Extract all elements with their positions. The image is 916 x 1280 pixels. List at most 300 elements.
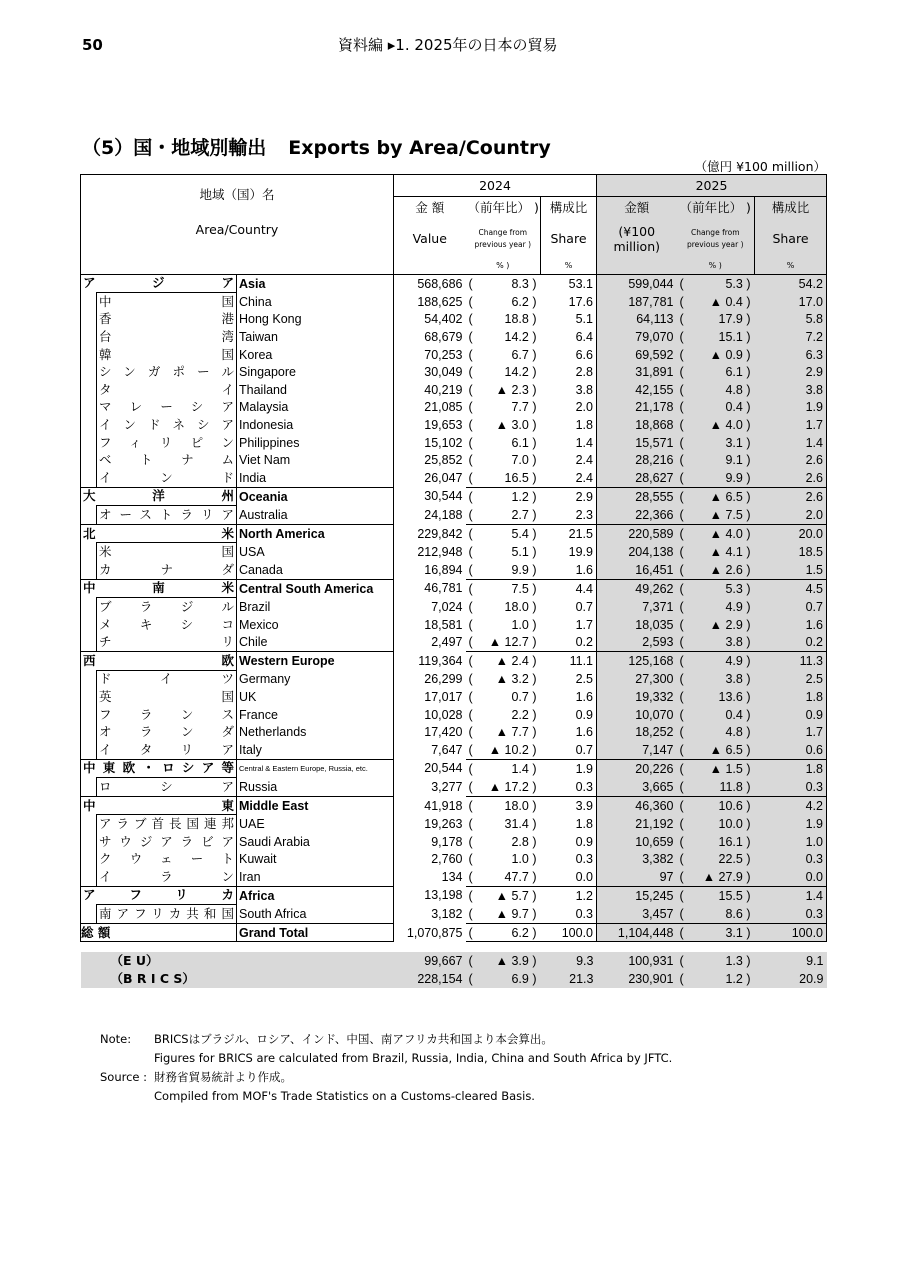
share-2025: 0.7	[755, 598, 827, 616]
paren-open-2024: (	[466, 759, 481, 778]
share-2025: 17.0	[755, 293, 827, 311]
share-2025: 0.2	[755, 633, 827, 651]
country-name-jp: サウジアラビア	[97, 833, 237, 851]
change-2025: 9.1 )	[691, 451, 755, 469]
country-name-en: Taiwan	[237, 328, 394, 346]
grand-total-row	[81, 923, 827, 942]
change-2025: ▲ 0.4 )	[691, 293, 755, 311]
change-2025: ▲ 27.9 )	[691, 868, 755, 886]
country-name-jp: ベトナム	[97, 451, 237, 469]
change-2024: ▲ 12.7 )	[488, 635, 537, 650]
table-row	[81, 651, 827, 670]
table-row	[81, 905, 827, 924]
change-2024: 1.2 )	[481, 487, 541, 506]
value-2024: 2,760	[431, 852, 463, 867]
change-2025: 15.5 )	[691, 886, 755, 905]
change-2024: ▲ 7.7 )	[495, 725, 537, 740]
change-2024: ▲ 17.2 )	[488, 779, 537, 794]
aggregate-row	[81, 952, 827, 970]
value-2024: 1,070,875	[406, 925, 463, 940]
share-2025: 0.3	[755, 778, 827, 797]
paren-open-2024: (	[468, 869, 473, 884]
change-2024: 7.0 )	[511, 453, 537, 468]
paren-open-2025: (	[677, 451, 691, 469]
country-name-jp: 南アフリカ共和国	[97, 905, 237, 924]
value-2025: 21,178	[597, 399, 677, 417]
table-row	[81, 506, 827, 525]
indent-spacer	[81, 434, 97, 452]
indent-spacer	[81, 328, 97, 346]
paren-open-2024: (	[468, 617, 473, 632]
share-2024: 0.9	[541, 833, 597, 851]
value-2025: 230,901	[597, 970, 677, 988]
change-2025: 1.3 )	[691, 952, 755, 970]
indent-spacer	[81, 905, 97, 924]
source-jp: 財務省貿易統計より作成。	[154, 1070, 292, 1084]
region-name-jp: アジア	[81, 274, 237, 293]
region-name-jp: 中東欧・ロシア等	[81, 759, 237, 778]
note-label: Note:	[100, 1032, 132, 1046]
change-2024: 1.0 )	[511, 617, 537, 632]
region-name-en: Western Europe	[237, 651, 394, 670]
page-title	[82, 133, 551, 160]
paren-open-2025: (	[677, 633, 691, 651]
share-2024: 11.1	[541, 651, 597, 670]
paren-open-2024: (	[468, 418, 473, 433]
value-2025: 187,781	[597, 293, 677, 311]
table-row	[81, 723, 827, 741]
indent-spacer	[81, 815, 97, 833]
indent-spacer	[81, 598, 97, 616]
share-2024: 2.0	[541, 399, 597, 417]
table-row	[81, 451, 827, 469]
paren-open-2024: (	[468, 470, 473, 485]
paren-open-2024: (	[468, 562, 473, 577]
change-2025: 1.2 )	[691, 970, 755, 988]
share-2025: 1.6	[755, 616, 827, 634]
share-2025: 1.7	[755, 416, 827, 434]
value-2024: 70,253	[424, 347, 463, 362]
year-2024-header: 2024	[394, 175, 597, 197]
change-2025: 4.8 )	[691, 381, 755, 399]
table-row	[81, 741, 827, 759]
country-name-en: USA	[237, 543, 394, 561]
change-2024: 2.7 )	[511, 507, 537, 522]
share-2024: 3.8	[541, 381, 597, 399]
change-2024: 2.2 )	[511, 707, 537, 722]
table-row	[81, 886, 827, 905]
country-name-en: Iran	[237, 868, 394, 886]
table-row	[81, 796, 827, 815]
paren-open-2025: (	[677, 469, 691, 487]
value-2025: 7,147	[597, 741, 677, 759]
change-2024: 47.7 )	[504, 869, 537, 884]
value-2025: 18,035	[597, 616, 677, 634]
value-2025: 46,360	[597, 796, 677, 815]
value-2025: 18,868	[597, 416, 677, 434]
change-header-jp-2024: （前年比） )	[466, 197, 541, 220]
table-row	[81, 328, 827, 346]
area-header-jp: 地域（国）名	[81, 175, 394, 220]
paren-open-2024: (	[466, 274, 481, 293]
table-row	[81, 670, 827, 688]
paren-open-2024: (	[468, 347, 473, 362]
indent-spacer	[81, 741, 97, 759]
share-2024: 0.3	[541, 905, 597, 924]
share-2024: 100.0	[541, 923, 597, 942]
change-2024: 6.7 )	[511, 347, 537, 362]
value-2025: 125,168	[597, 651, 677, 670]
region-name-en: Central South America	[237, 579, 394, 598]
value-2024: 54,402	[424, 312, 463, 327]
value-2024: 46,781	[424, 581, 463, 596]
share-2024: 0.0	[541, 868, 597, 886]
paren-open-2025: (	[677, 952, 691, 970]
table-row	[81, 815, 827, 833]
share-2024: 0.3	[541, 778, 597, 797]
change-header-jp-2025: （前年比） )	[677, 197, 755, 220]
value-2024: 99,667	[394, 952, 466, 970]
value-2024: 3,277	[431, 779, 463, 794]
change-2025: 3.1 )	[691, 434, 755, 452]
indent-spacer	[81, 670, 97, 688]
country-name-en: Viet Nam	[237, 451, 394, 469]
value-2025: 20,226	[597, 759, 677, 778]
share-2024: 0.7	[541, 598, 597, 616]
paren-open-2025: (	[677, 868, 691, 886]
paren-open-2025: (	[677, 833, 691, 851]
paren-open-2024: (	[468, 435, 473, 450]
share-2024: 2.4	[541, 451, 597, 469]
share-2024: 0.3	[541, 851, 597, 869]
change-2024: ▲ 2.4 )	[481, 651, 541, 670]
paren-open-2025: (	[677, 416, 691, 434]
share-2024: 0.9	[541, 706, 597, 724]
change-2025: 17.9 )	[691, 311, 755, 329]
value-2025: 204,138	[597, 543, 677, 561]
country-name-en: Germany	[237, 670, 394, 688]
paren-open-2025: (	[677, 274, 691, 293]
value-2025: 69,592	[597, 346, 677, 364]
change-2024: 9.9 )	[511, 562, 537, 577]
change-2025: 13.6 )	[691, 688, 755, 706]
paren-open-2024: (	[468, 453, 473, 468]
value-2024: 188,625	[417, 294, 463, 309]
note-jp: BRICSはブラジル、ロシア、インド、中国、南アフリカ共和国より本会算出。	[154, 1032, 553, 1046]
country-name-jp: シンガポール	[97, 363, 237, 381]
country-name-jp: フィリピン	[97, 434, 237, 452]
paren-open-2025: (	[677, 506, 691, 525]
value-2024: 30,544	[424, 489, 463, 504]
country-name-en: Canada	[237, 561, 394, 579]
title-jp: （5）国・地域別輸出	[82, 137, 267, 159]
share-2025: 5.8	[755, 311, 827, 329]
table-row	[81, 851, 827, 869]
indent-spacer	[81, 723, 97, 741]
value-2024: 19,263	[424, 816, 463, 831]
share-2024: 2.8	[541, 363, 597, 381]
change-2024: 18.8 )	[504, 312, 537, 327]
value-2025: 100,931	[597, 952, 677, 970]
share-2024: 1.8	[541, 416, 597, 434]
paren-open-2025: (	[677, 543, 691, 561]
change-2025: ▲ 1.5 )	[691, 759, 755, 778]
paren-open-2024: (	[468, 742, 473, 757]
table-row	[81, 487, 827, 506]
share-2025: 4.2	[755, 796, 827, 815]
country-name-jp: マレーシア	[97, 399, 237, 417]
share-2025: 100.0	[755, 923, 827, 942]
country-name-en: Korea	[237, 346, 394, 364]
share-2025: 2.6	[755, 487, 827, 506]
change-2024: 5.1 )	[511, 544, 537, 559]
share-2025: 2.6	[755, 469, 827, 487]
change-2025: 4.9 )	[691, 651, 755, 670]
change-2024: 6.2 )	[481, 923, 541, 942]
page-number: 50	[82, 36, 103, 54]
change-2025: 3.8 )	[691, 670, 755, 688]
paren-open-2025: (	[677, 381, 691, 399]
region-name-en: Central & Eastern Europe, Russia, etc.	[237, 759, 394, 778]
table-body	[81, 274, 827, 988]
country-name-en: France	[237, 706, 394, 724]
indent-spacer	[81, 346, 97, 364]
change-2025: 3.8 )	[691, 633, 755, 651]
country-name-en: Hong Kong	[237, 311, 394, 329]
value-2024: 41,918	[424, 798, 463, 813]
share-2024: 4.4	[541, 579, 597, 598]
paren-open-2024: (	[468, 689, 473, 704]
share-2025: 1.7	[755, 723, 827, 741]
value-2025: 28,216	[597, 451, 677, 469]
table-row	[81, 293, 827, 311]
paren-open-2025: (	[677, 487, 691, 506]
change-2025: ▲ 2.9 )	[691, 616, 755, 634]
table-row	[81, 346, 827, 364]
paren-open-2024: (	[468, 725, 473, 740]
paren-open-2025: (	[677, 723, 691, 741]
grand-total-jp: 総 額	[81, 923, 237, 942]
paren-open-2025: (	[677, 796, 691, 815]
share-2024: 2.3	[541, 506, 597, 525]
paren-open-2024: (	[468, 507, 473, 522]
share-2025: 1.0	[755, 833, 827, 851]
share-2025: 4.5	[755, 579, 827, 598]
share-2025: 0.6	[755, 741, 827, 759]
change-2025: 16.1 )	[691, 833, 755, 851]
region-name-jp: 中東	[81, 796, 237, 815]
country-name-en: Philippines	[237, 434, 394, 452]
change-2025: ▲ 4.1 )	[691, 543, 755, 561]
value-2024: 19,653	[424, 418, 463, 433]
share-2024: 1.9	[541, 759, 597, 778]
paren-open-2024: (	[468, 834, 473, 849]
share-2025: 1.8	[755, 759, 827, 778]
paren-open-2024: (	[466, 579, 481, 598]
country-name-jp: イタリア	[97, 741, 237, 759]
share-2025: 1.9	[755, 815, 827, 833]
change-2025: 3.1 )	[691, 923, 755, 942]
indent-spacer	[81, 561, 97, 579]
table-row	[81, 434, 827, 452]
table-row	[81, 598, 827, 616]
value-2024: 30,049	[424, 365, 463, 380]
value-2025: 2,593	[597, 633, 677, 651]
spacer-cell	[81, 942, 827, 953]
share-2024: 0.7	[541, 741, 597, 759]
change-2025: 10.6 )	[691, 796, 755, 815]
indent-spacer	[81, 633, 97, 651]
paren-open-2024: (	[468, 599, 473, 614]
table-row	[81, 579, 827, 598]
region-name-jp: 西欧	[81, 651, 237, 670]
share-2025: 18.5	[755, 543, 827, 561]
change-2024: ▲ 3.9 )	[481, 952, 541, 970]
change-2024: 0.7 )	[511, 689, 537, 704]
change-2025: 15.1 )	[691, 328, 755, 346]
value-2024: 229,842	[417, 526, 463, 541]
country-name-en: China	[237, 293, 394, 311]
country-name-jp: ロシア	[97, 778, 237, 797]
share-2025: 1.8	[755, 688, 827, 706]
value-2024: 26,299	[424, 672, 463, 687]
indent-spacer	[81, 381, 97, 399]
value-2025: 7,371	[597, 598, 677, 616]
paren-open-2025: (	[677, 670, 691, 688]
paren-open-2025: (	[677, 293, 691, 311]
value-2024: 17,017	[424, 689, 463, 704]
change-2025: 0.4 )	[691, 399, 755, 417]
country-name-en: Malaysia	[237, 399, 394, 417]
share-2025: 54.2	[755, 274, 827, 293]
indent-spacer	[81, 416, 97, 434]
indent-spacer	[81, 469, 97, 487]
paren-open-2025: (	[677, 616, 691, 634]
running-header: 資料編 ▸1. 2025年の日本の貿易	[338, 36, 558, 54]
change-2024: ▲ 10.2 )	[488, 742, 537, 757]
paren-open-2024: (	[468, 365, 473, 380]
share-2024: 2.5	[541, 670, 597, 688]
value-header-en-2025: (¥100 million)	[597, 220, 677, 258]
paren-open-2025: (	[677, 598, 691, 616]
change-2024: 7.7 )	[511, 400, 537, 415]
share-header-en-2025: Share	[755, 220, 827, 258]
value-header-jp-2025: 金額	[597, 197, 677, 220]
country-name-en: Mexico	[237, 616, 394, 634]
change-2025: ▲ 4.0 )	[691, 416, 755, 434]
change-2024: 31.4 )	[504, 816, 537, 831]
change-2025: 5.3 )	[691, 274, 755, 293]
table-row	[81, 561, 827, 579]
country-name-en: India	[237, 469, 394, 487]
share-2025: 20.9	[755, 970, 827, 988]
paren-open-2024: (	[468, 294, 473, 309]
table-row	[81, 524, 827, 543]
change-2024: 8.3 )	[481, 274, 541, 293]
paren-open-2024: (	[468, 707, 473, 722]
share-2024: 9.3	[541, 952, 597, 970]
change-2025: ▲ 7.5 )	[691, 506, 755, 525]
share-2025: 20.0	[755, 524, 827, 543]
share-2024: 1.4	[541, 434, 597, 452]
paren-open-2025: (	[677, 905, 691, 924]
value-2025: 18,252	[597, 723, 677, 741]
value-2024: 7,024	[431, 599, 463, 614]
value-2024: 68,679	[424, 330, 463, 345]
indent-spacer	[81, 833, 97, 851]
aggregate-row	[81, 970, 827, 988]
note-en: Figures for BRICS are calculated from Brazil, Russia, India, China and South Africa by JFTC.	[154, 1051, 673, 1065]
paren-open-2025: (	[677, 815, 691, 833]
paren-open-2024: (	[468, 544, 473, 559]
share-2025: 3.8	[755, 381, 827, 399]
share-2024: 19.9	[541, 543, 597, 561]
indent-spacer	[81, 778, 97, 797]
paren-open-2025: (	[677, 778, 691, 797]
change-2024: ▲ 3.0 )	[495, 418, 537, 433]
value-header-jp-2024: 金 額	[415, 200, 445, 216]
country-name-en: Italy	[237, 741, 394, 759]
paren-open-2024: (	[466, 796, 481, 815]
paren-open-2025: (	[677, 328, 691, 346]
aggregate-name: （B R I C S）	[81, 970, 394, 988]
paren-open-2024: (	[468, 906, 473, 921]
value-2025: 49,262	[597, 579, 677, 598]
share-2024: 21.3	[541, 970, 597, 988]
share-2025: 0.9	[755, 706, 827, 724]
indent-spacer	[81, 868, 97, 886]
change-2024: ▲ 3.2 )	[495, 672, 537, 687]
change-2025: 8.6 )	[691, 905, 755, 924]
value-2024: 9,178	[431, 834, 463, 849]
change-header-en-2025: Change from previous year )	[677, 220, 755, 258]
value-2024: 3,182	[431, 907, 463, 922]
value-2025: 15,571	[597, 434, 677, 452]
value-2025: 31,891	[597, 363, 677, 381]
change-2024: 2.8 )	[511, 834, 537, 849]
paren-open-2025: (	[677, 434, 691, 452]
indent-spacer	[81, 506, 97, 525]
change-2025: ▲ 0.9 )	[691, 346, 755, 364]
value-2025: 79,070	[597, 328, 677, 346]
aggregate-name: （E U）	[81, 952, 394, 970]
unit-label: （億円 ¥100 million）	[694, 159, 826, 174]
paren-open-2024: (	[466, 487, 481, 506]
country-name-jp: メキシコ	[97, 616, 237, 634]
change-2024: 6.2 )	[511, 294, 537, 309]
value-2025: 220,589	[597, 524, 677, 543]
share-2025: 2.6	[755, 451, 827, 469]
value-2025: 28,555	[597, 487, 677, 506]
share-2025: 1.4	[755, 886, 827, 905]
value-2025: 16,451	[597, 561, 677, 579]
country-name-en: Russia	[237, 778, 394, 797]
share-unit-2024: %	[541, 258, 597, 275]
paren-open-2024: (	[466, 970, 481, 988]
country-name-jp: 韓国	[97, 346, 237, 364]
country-name-jp: 米国	[97, 543, 237, 561]
table-row	[81, 274, 827, 293]
region-name-en: Asia	[237, 274, 394, 293]
region-name-jp: 大洋州	[81, 487, 237, 506]
country-name-jp: 台湾	[97, 328, 237, 346]
value-2025: 42,155	[597, 381, 677, 399]
spacer-row	[81, 942, 827, 953]
paren-open-2025: (	[677, 346, 691, 364]
change-2024: 6.9 )	[481, 970, 541, 988]
region-name-en: Middle East	[237, 796, 394, 815]
grand-total-en: Grand Total	[237, 923, 394, 942]
